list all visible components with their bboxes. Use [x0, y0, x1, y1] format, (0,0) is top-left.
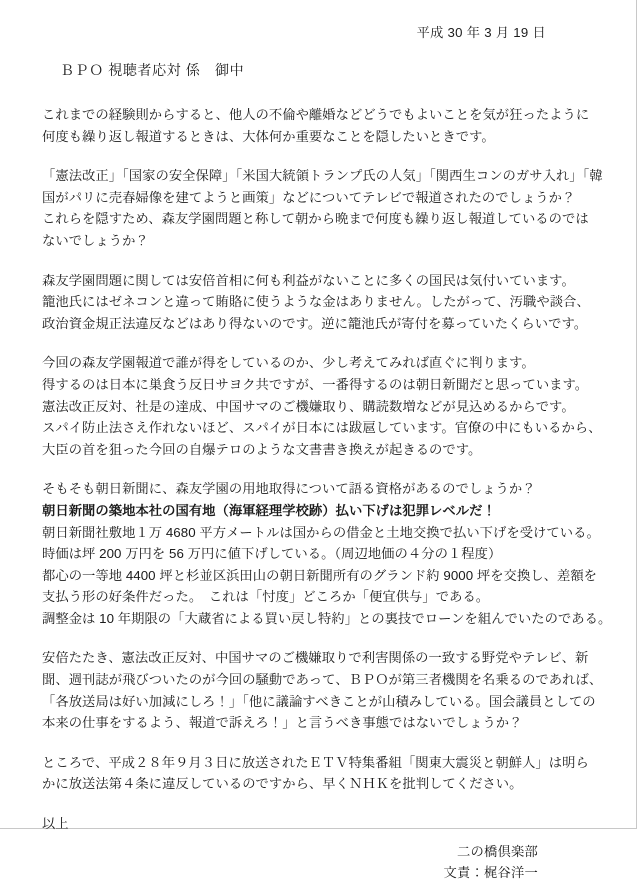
paragraph-line: 「憲法改正」「国家の安全保障」「米国大統領トランプ氏の人気」「関西生コンのガサ入れ」「韓 — [42, 168, 603, 184]
signature-author: 文責：梶谷洋一 — [443, 865, 538, 881]
paragraph — [42, 752, 589, 795]
signature-organization: 二の橋倶楽部 — [457, 843, 538, 859]
document-addressee: ＢＰＯ 視聴者応対 係 御中 — [60, 62, 245, 78]
paragraph-line: 「各放送局は好い加減にしろ！」「他に議論すべきことが山積みしている。国会議員としての — [42, 693, 596, 709]
paragraph-line: 本来の仕事をするよう、報道で訴えろ！」と言うべき事態ではないでしょうか？ — [42, 715, 523, 731]
paragraph — [42, 352, 602, 460]
paragraph — [42, 104, 590, 147]
paragraph-line: 聞、週刊誌が飛びついたのが今回の騒動であって、ＢＰＯが第三者機関を名乗るのであれば、 — [42, 672, 603, 688]
paragraph — [42, 478, 612, 629]
paragraph-line: 安倍たたき、憲法改正反対、中国サマのご機嫌取りで利害関係の一致する野党やテレビ、新 — [42, 650, 589, 666]
paragraph-line: 国がパリに売春婦像を建てようと画策」などについてテレビで報道されたのでしょうか？ — [42, 189, 576, 205]
paragraph-line: 政治資金規正法違反などはあり得ないのです。逆に籠池氏が寄付を募っていたくらいです。 — [42, 315, 588, 331]
paragraph-line: 都心の一等地 4400 坪と杉並区浜田山の朝日新聞所有のグランド約 9000 坪を交換し、差額を — [42, 567, 598, 583]
paragraph-line: 森友学園問題に関しては安倍首相に何も利益がないことに多くの国民は気付いています。 — [42, 272, 575, 288]
paragraph-line: 憲法改正反対、社是の達成、中国サマのご機嫌取り、購読数増などが見込めるからです。 — [42, 398, 575, 414]
paragraph-line: 調整金は 10 年期限の「大蔵省による買い戻し特約」との裏技でローンを組んでいたのである。 — [42, 610, 612, 626]
paragraph-line: これまでの経験則からすると、他人の不倫や離婚などどうでもよいことを気が狂ったように — [42, 107, 590, 122]
paragraph-line: これらを隠すため、森友学園問題と称して朝から晩まで何度も繰り返し報道しているのでは — [42, 211, 589, 227]
document-date: 平成 30 年 3 月 19 日 — [416, 25, 546, 40]
document-paragraphs — [42, 104, 612, 795]
paragraph — [42, 270, 590, 335]
paragraph-line: ないでしょうか？ — [42, 232, 149, 248]
paragraph-line: 時価は坪 200 万円を 56 万円に値下げしている。（周辺地価の４分の１程度） — [42, 546, 502, 562]
paragraph-line: 大臣の首を狙った今回の自爆テロのような文書書き換えが起きるのです。 — [42, 441, 482, 457]
paragraph-line: 何度も繰り返し報道するときは、大体何か重要なことを隠したいときです。 — [42, 128, 495, 144]
paragraph-line: ところで、平成２８年９月３日に放送されたＥＴＶ特集番組「関東大震災と朝鮮人」は明ら — [42, 754, 589, 770]
paragraph-line: そもそも朝日新聞に、森友学園の用地取得について語る資格があるのでしょうか？ — [42, 481, 536, 497]
paragraph-line: 朝日新聞社敷地１万 4680 平方メートルは国からの借金と土地交換で払い下げを受けている。 — [42, 524, 600, 540]
paragraph-line: 籠池氏にはゼネコンと違って賄賂に使うような金はありません。したがって、汚職や談合、 — [42, 294, 590, 310]
paragraph — [42, 165, 603, 251]
paragraph-line: 支払う形の好条件だった。 これは「忖度」どころか「便宜供与」である。 — [42, 589, 490, 605]
paragraph-line-emphasis: 朝日新聞の築地本社の国有地（海軍経理学校跡）払い下げは犯罪レベルだ！ — [42, 502, 496, 518]
paragraph-line: かに放送法第４条に違反しているのですから、早くＮＨＫを批判してください。 — [42, 776, 523, 792]
paragraph — [42, 647, 603, 733]
paragraph-line: 今回の森友学園報道で誰が得をしているのか、少し考えてみれば直ぐに判ります。 — [42, 355, 535, 371]
document-closing: 以上 — [42, 816, 69, 832]
paragraph-line: 得するのは日本に巣食う反日サヨク共ですが、一番得するのは朝日新聞だと思っています。 — [42, 376, 589, 392]
paragraph-line: スパイ防止法さえ作れないほど、スパイが日本には跋扈しています。官僚の中にもいるから、 — [42, 420, 602, 436]
document-signature — [42, 841, 562, 884]
